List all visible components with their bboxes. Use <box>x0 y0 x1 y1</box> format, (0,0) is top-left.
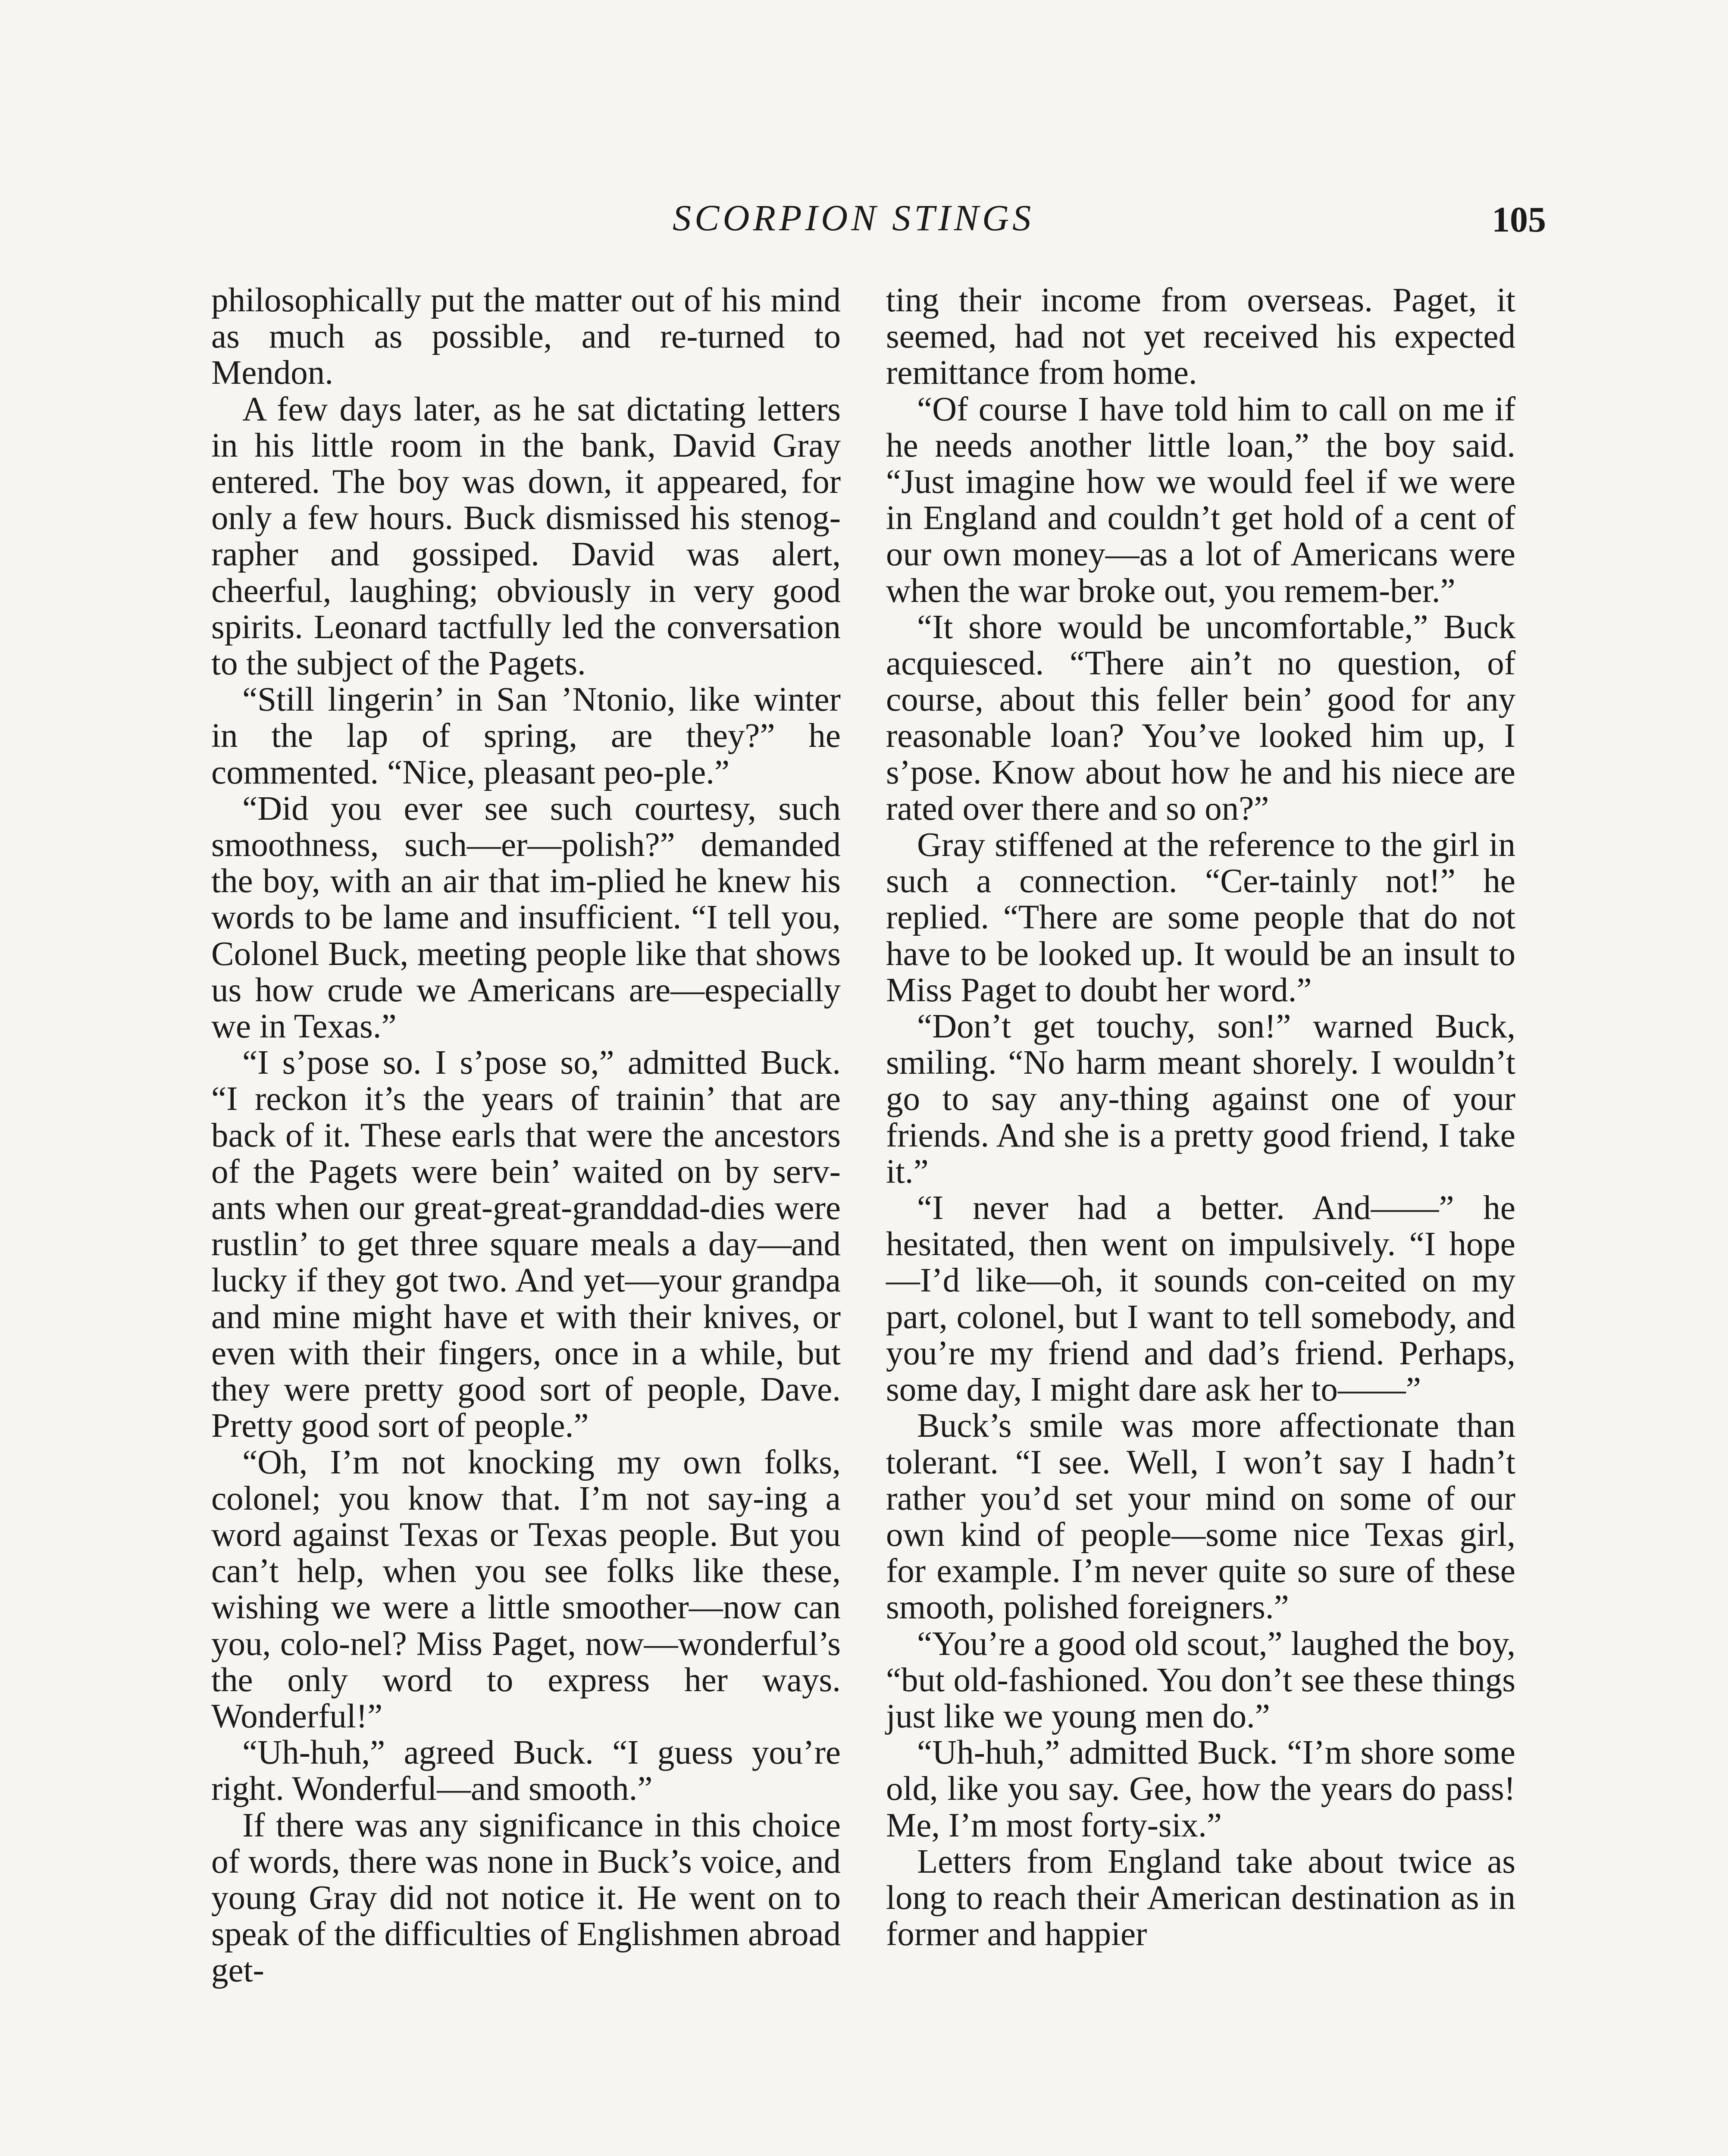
paragraph: “Still lingerin’ in San ’Ntonio, like winter in the lap of spring, are they?” he commented. “Nice, pleasant peo-ple.” <box>211 681 841 791</box>
left-column <box>211 282 841 1989</box>
paragraph: Gray stiffened at the reference to the girl in such a connection. “Cer-tainly not!” he replied. “There are some people that do not have to be looked up. It would be an insult to Miss Paget to doubt her word.” <box>886 826 1515 1009</box>
paragraph: “It shore would be uncomfortable,” Buck acquiesced. “There ain’t no question, of course, about this feller bein’ good for any reasonable loan? You’ve looked him up, I s’pose. Know about how he and his niece are rated over there and so on?” <box>886 608 1515 827</box>
right-column <box>886 282 1515 1952</box>
paragraph: “Did you ever see such courtesy, such smoothness, such—er—polish?” demanded the boy, with an air that im-plied he knew his words to be lame and insufficient. “I tell you, Colonel Buck, meeting people like that shows us how crude we Americans are—especially we in Texas.” <box>211 790 841 1046</box>
paragraph: A few days later, as he sat dictating letters in his little room in the bank, David Gray entered. The boy was down, it appeared, for only a few hours. Buck dismissed his stenog-rapher and gossiped. David was alert, cheerful, laughing; obviously in very good spirits. Leonard tactfully led the conversation to the subject of the Pagets. <box>211 390 841 683</box>
paragraph: “Oh, I’m not knocking my own folks, colonel; you know that. I’m not say-ing a word against Texas or Texas people. But you can’t help, when you see folks like these, wishing we were a little smoother—now can you, colo-nel? Miss Paget, now—wonderful’s the only word to express her ways. Wonderful!” <box>211 1443 841 1735</box>
running-title: SCORPION STINGS <box>673 197 1035 238</box>
paragraph: “Uh-huh,” agreed Buck. “I guess you’re right. Wonderful—and smooth.” <box>211 1734 841 1808</box>
paragraph: “Don’t get touchy, son!” warned Buck, smiling. “No harm meant shorely. I wouldn’t go to say any-thing against one of your friends. And she is a pretty good friend, I take it.” <box>886 1008 1515 1191</box>
paragraph: Buck’s smile was more affectionate than tolerant. “I see. Well, I won’t say I hadn’t rather you’d set your mind on some of our own kind of people—some nice Texas girl, for example. I’m never quite so sure of these smooth, polished foreigners.” <box>886 1407 1515 1626</box>
paragraph: “Of course I have told him to call on me if he needs another little loan,” the boy said. “Just imagine how we would feel if we were in England and couldn’t get hold of a cent of our own money—as a lot of Americans were when the war broke out, you remem-ber.” <box>886 390 1515 610</box>
page-header <box>0 196 1728 261</box>
paragraph: “I never had a better. And——” he hesitated, then went on impulsively. “I hope—I’d like—oh, it sounds con-ceited on my part, colonel, but I want to tell somebody, and you’re my friend and dad’s friend. Perhaps, some day, I might dare ask her to——” <box>886 1189 1515 1409</box>
page-number: 105 <box>1492 200 1546 240</box>
paragraph: If there was any significance in this choice of words, there was none in Buck’s voice, and young Gray did not notice it. He went on to speak of the difficulties of Englishmen abroad get- <box>211 1806 841 1990</box>
paragraph: philosophically put the matter out of his mind as much as possible, and re-turned to Mendon. <box>211 282 841 392</box>
paragraph: “I s’pose so. I s’pose so,” admitted Buck. “I reckon it’s the years of trainin’ that are back of it. These earls that were the ancestors of the Pagets were bein’ waited on by serv-ants when our great-great-granddad-dies were rustlin’ to get three square meals a day—and lucky if they got two. And yet—your grandpa and mine might have et with their knives, or even with their fingers, once in a while, but they were pretty good sort of people, Dave. Pretty good sort of people.” <box>211 1044 841 1445</box>
paragraph: ting their income from overseas. Paget, it seemed, had not yet received his expected remittance from home. <box>886 282 1515 392</box>
paragraph: “Uh-huh,” admitted Buck. “I’m shore some old, like you say. Gee, how the years do pass! Me, I’m most forty-six.” <box>886 1734 1515 1844</box>
paragraph: “You’re a good old scout,” laughed the boy, “but old-fashioned. You don’t see these things just like we young men do.” <box>886 1625 1515 1735</box>
paragraph: Letters from England take about twice as long to reach their American destination as in former and happier <box>886 1843 1515 1953</box>
